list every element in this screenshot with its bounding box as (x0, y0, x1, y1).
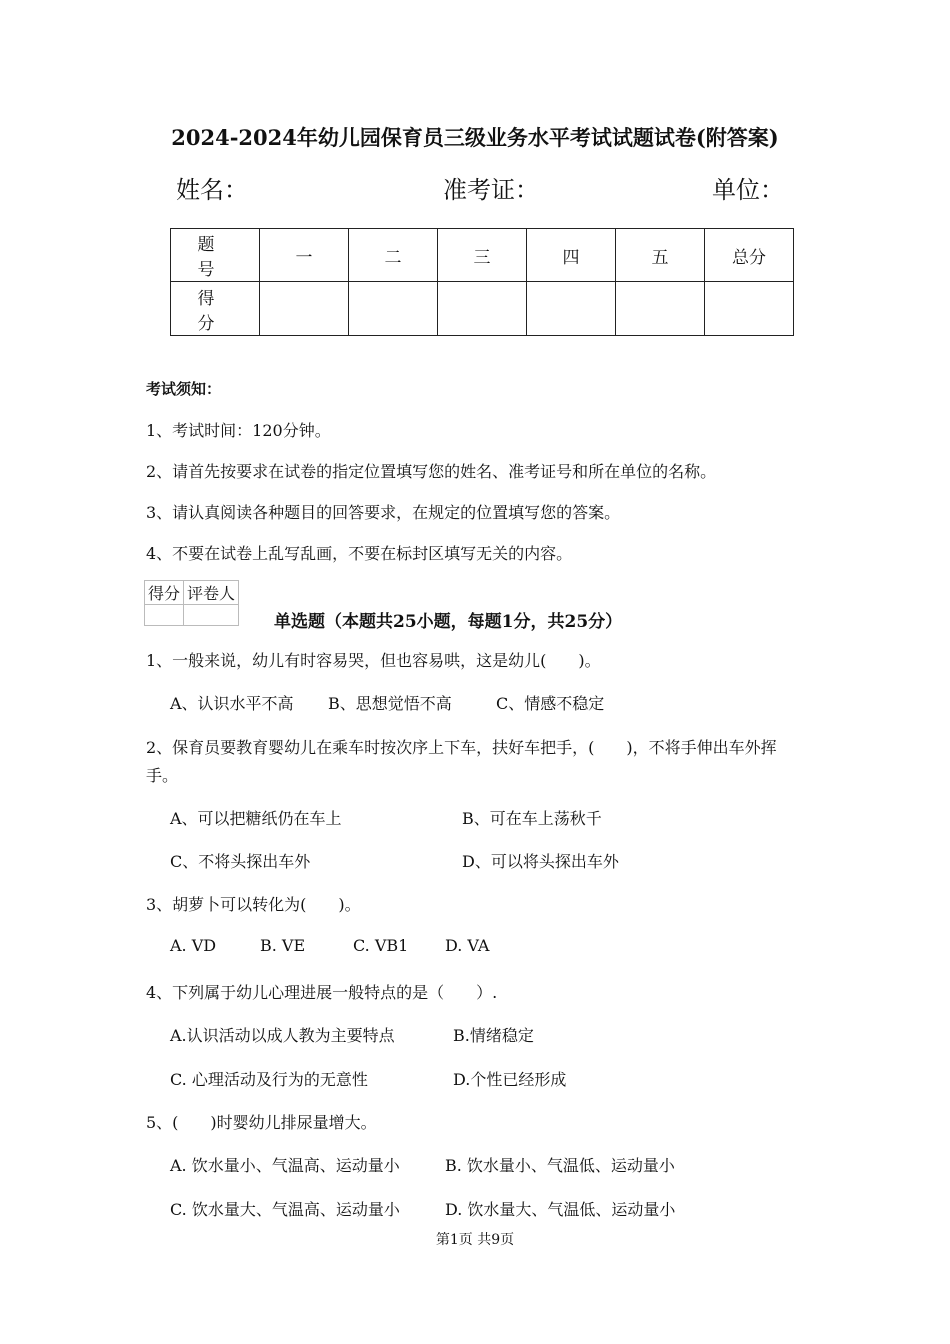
section-4-header: 四 (527, 229, 616, 282)
section-3-header: 三 (438, 229, 527, 282)
question-2-option-c: C、不将头探出车外 (170, 852, 311, 871)
note-item: 4、不要在试卷上乱写乱画，不要在标封区填写无关的内容。 (146, 544, 573, 563)
question-3-option-b: B. VE (260, 936, 306, 955)
section-5-header: 五 (616, 229, 705, 282)
note-item: 2、请首先按要求在试卷的指定位置填写您的姓名、准考证号和所在单位的名称。 (146, 462, 717, 481)
section-title: 单选题（本题共25小题，每题1分，共25分） (274, 612, 623, 632)
score-cell (349, 282, 438, 336)
grader-table (144, 580, 239, 626)
question-4-option-c: C. 心理活动及行为的无意性 (170, 1070, 368, 1089)
page-footer: 第1页 共9页 (435, 1232, 515, 1248)
question-4-option-a: A.认识活动以成人教为主要特点 (170, 1026, 395, 1045)
grader-reviewer-cell (184, 605, 239, 626)
exam-number-label: 准考证： (443, 176, 539, 204)
question-4-option-d: D.个性已经形成 (453, 1070, 567, 1089)
question-2-option-a: A、可以把糖纸仍在车上 (170, 809, 342, 828)
question-3-option-d: D. VA (445, 936, 490, 955)
question-5-option-c: C. 饮水量大、气温高、运动量小 (170, 1200, 400, 1219)
question-1-option-a: A、认识水平不高 (170, 694, 294, 713)
question-5-option-a: A. 饮水量小、气温高、运动量小 (170, 1156, 400, 1175)
score-cell (260, 282, 349, 336)
score-table-header-row (171, 229, 794, 282)
question-4-option-b: B.情绪稳定 (453, 1026, 534, 1045)
question-5-option-d: D. 饮水量大、气温低、运动量小 (445, 1200, 676, 1219)
question-5-stem: 5、( )时婴幼儿排尿量增大。 (146, 1113, 377, 1132)
question-4-stem: 4、下列属于幼儿心理进展一般特点的是（ ）. (146, 983, 498, 1002)
question-number-header: 题 号 (171, 229, 260, 282)
question-2-option-d: D、可以将头探出车外 (462, 852, 619, 871)
notes-heading: 考试须知： (146, 380, 222, 398)
section-1-header: 一 (260, 229, 349, 282)
score-cell (438, 282, 527, 336)
score-table-score-row (171, 282, 794, 336)
document-title: 2024-2024年幼儿园保育员三级业务水平考试试题试卷(附答案) (171, 125, 779, 150)
unit-label: 单位： (712, 176, 784, 204)
score-cell (527, 282, 616, 336)
grader-score-label: 得分 (145, 581, 184, 605)
grader-reviewer-label: 评卷人 (184, 581, 239, 605)
question-1-option-b: B、思想觉悟不高 (328, 694, 452, 713)
question-2-option-b: B、可在车上荡秋千 (462, 809, 602, 828)
score-table (170, 228, 794, 336)
question-5-option-b: B. 饮水量小、气温低、运动量小 (445, 1156, 675, 1175)
note-item: 1、考试时间：120分钟。 (146, 421, 331, 440)
score-cell (616, 282, 705, 336)
question-2-stem-continued: 手。 (146, 766, 179, 785)
total-header: 总分 (705, 229, 794, 282)
note-item: 3、请认真阅读各种题目的回答要求，在规定的位置填写您的答案。 (146, 503, 621, 522)
name-label: 姓名： (176, 176, 248, 204)
question-3-option-a: A. VD (170, 936, 217, 955)
question-3-stem: 3、胡萝卜可以转化为( )。 (146, 895, 361, 914)
score-label: 得 分 (171, 282, 260, 336)
section-2-header: 二 (349, 229, 438, 282)
question-3-option-c: C. VB1 (353, 936, 409, 955)
score-cell (705, 282, 794, 336)
question-2-stem: 2、保育员要教育婴幼儿在乘车时按次序上下车，扶好车把手，( )，不将手伸出车外挥 (146, 738, 777, 757)
grader-score-cell (145, 605, 184, 626)
question-1-option-c: C、情感不稳定 (496, 694, 605, 713)
question-1-stem: 1、一般来说，幼儿有时容易哭，但也容易哄，这是幼儿( )。 (146, 651, 601, 670)
